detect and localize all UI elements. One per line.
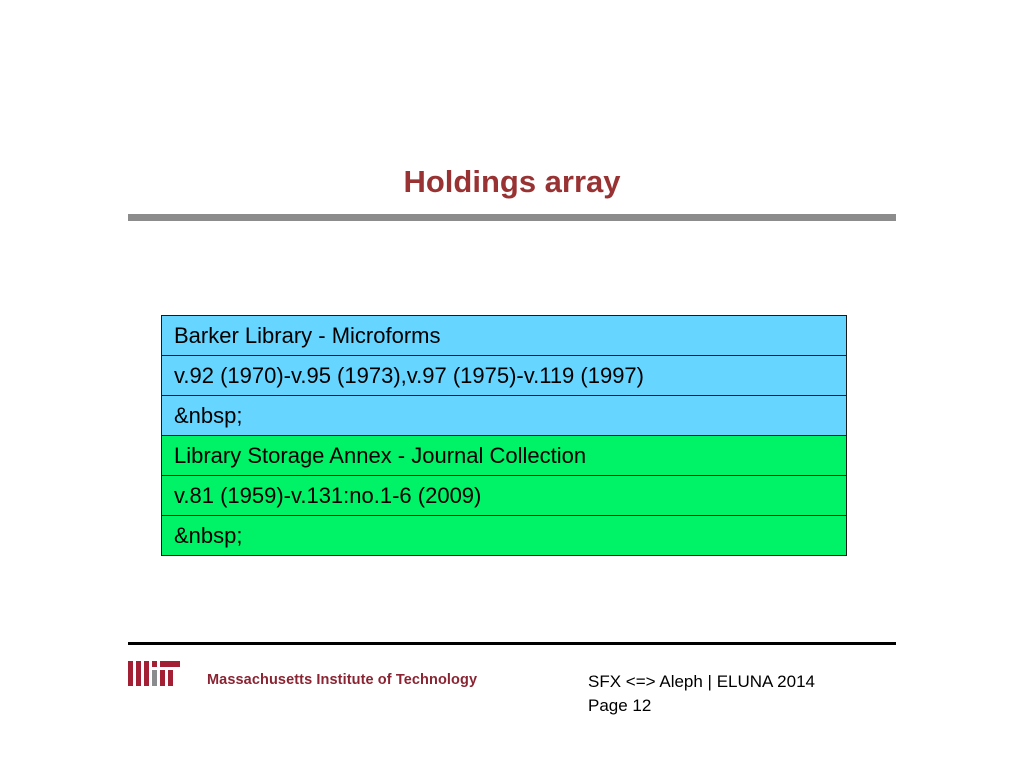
mit-logo-bar bbox=[128, 661, 133, 686]
holdings-table bbox=[161, 315, 847, 556]
table-row bbox=[162, 396, 847, 436]
footer-divider bbox=[128, 642, 896, 645]
table-row bbox=[162, 356, 847, 396]
mit-logo-bar bbox=[160, 670, 165, 686]
mit-logo-bar bbox=[152, 670, 157, 686]
table-row bbox=[162, 476, 847, 516]
mit-logo-bar bbox=[160, 661, 180, 667]
page-number: Page 12 bbox=[588, 696, 652, 715]
mit-logo bbox=[128, 660, 188, 688]
holding-coverage-cell: v.92 (1970)-v.95 (1973),v.97 (1975)-v.119 (1997) bbox=[162, 356, 847, 396]
holding-location-cell: Library Storage Annex - Journal Collection bbox=[162, 436, 847, 476]
mit-logo-bar bbox=[136, 661, 141, 686]
holding-coverage-cell: v.81 (1959)-v.131:no.1-6 (2009) bbox=[162, 476, 847, 516]
mit-logo-bar bbox=[168, 670, 173, 686]
slide-title: Holdings array bbox=[403, 164, 621, 199]
mit-logo-bar bbox=[144, 661, 149, 686]
holding-note-cell: &nbsp; bbox=[162, 396, 847, 436]
institute-name: Massachusetts Institute of Technology bbox=[207, 672, 478, 688]
footer-info bbox=[588, 670, 815, 718]
table-row bbox=[162, 436, 847, 476]
title-divider bbox=[128, 214, 896, 221]
holding-location-cell: Barker Library - Microforms bbox=[162, 316, 847, 356]
holding-note-cell: &nbsp; bbox=[162, 516, 847, 556]
table-row bbox=[162, 316, 847, 356]
mit-logo-bar bbox=[152, 661, 157, 667]
table-row bbox=[162, 516, 847, 556]
event-label: SFX <=> Aleph | ELUNA 2014 bbox=[588, 672, 815, 691]
